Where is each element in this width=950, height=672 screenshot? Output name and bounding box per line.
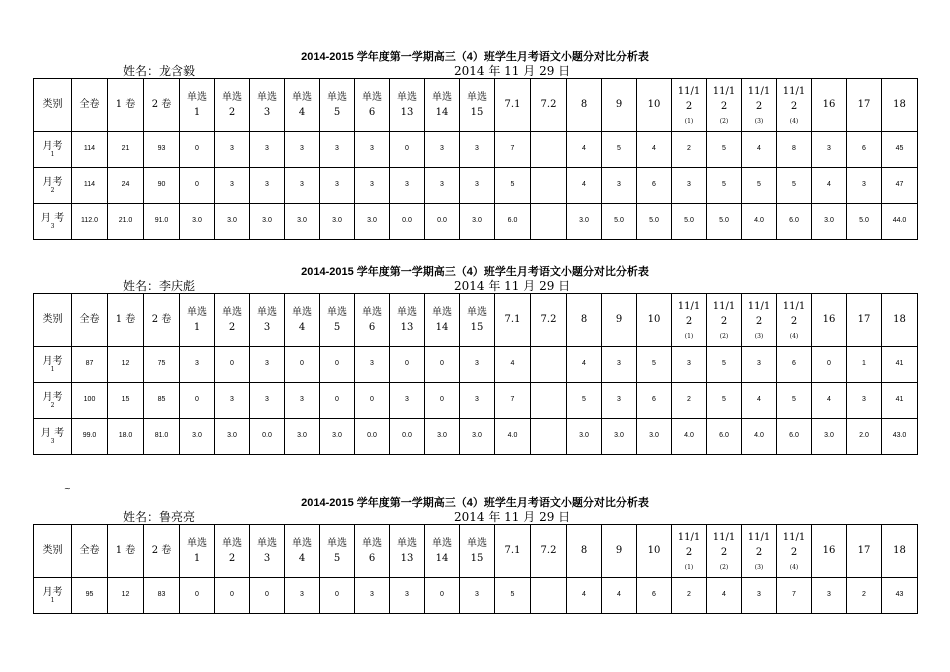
- score-cell: 6: [637, 168, 672, 204]
- row-label: 月考 1: [34, 347, 72, 383]
- score-cell: 6: [847, 132, 882, 168]
- score-cell: 3.0: [320, 204, 355, 240]
- score-cell: 4: [742, 383, 777, 419]
- column-header: 单选 6: [355, 294, 390, 347]
- score-cell: 3.0: [602, 419, 637, 455]
- column-header: 单选 14: [425, 79, 460, 132]
- column-header: 类别: [34, 294, 72, 347]
- score-cell: 6.0: [495, 204, 531, 240]
- score-cell: 3: [215, 132, 250, 168]
- score-cell: 4: [742, 132, 777, 168]
- score-cell: [531, 578, 567, 614]
- column-header: 单选 2: [215, 79, 250, 132]
- score-cell: 4.0: [495, 419, 531, 455]
- score-cell: 3.0: [285, 204, 320, 240]
- column-header: 1 卷: [108, 525, 144, 578]
- score-cell: 3: [425, 168, 460, 204]
- table-row: [34, 383, 918, 419]
- column-header: 11/1 2 (4): [777, 294, 812, 347]
- column-header: 17: [847, 294, 882, 347]
- score-cell: 114: [72, 168, 108, 204]
- column-header: 9: [602, 79, 637, 132]
- score-cell: 85: [144, 383, 180, 419]
- score-cell: 0: [320, 383, 355, 419]
- score-cell: 0: [320, 578, 355, 614]
- column-header: 11/1 2 (1): [672, 525, 707, 578]
- score-cell: 2.0: [847, 419, 882, 455]
- score-cell: 0: [250, 578, 285, 614]
- score-cell: 5.0: [602, 204, 637, 240]
- score-cell: 47: [882, 168, 918, 204]
- score-cell: 112.0: [72, 204, 108, 240]
- column-header: 1 卷: [108, 294, 144, 347]
- column-header: 1 卷: [108, 79, 144, 132]
- score-cell: 15: [108, 383, 144, 419]
- score-cell: 0: [180, 168, 215, 204]
- score-cell: 3: [672, 347, 707, 383]
- score-cell: 3: [742, 578, 777, 614]
- score-cell: 5: [602, 132, 637, 168]
- column-header: 11/1 2 (2): [707, 525, 742, 578]
- score-cell: [531, 419, 567, 455]
- score-cell: 7: [777, 578, 812, 614]
- table-row: [34, 132, 918, 168]
- score-cell: 100: [72, 383, 108, 419]
- column-header: 11/1 2 (2): [707, 294, 742, 347]
- score-cell: 90: [144, 168, 180, 204]
- column-header: 18: [882, 79, 918, 132]
- header-row: [34, 525, 918, 578]
- column-header: 17: [847, 525, 882, 578]
- score-cell: 3: [320, 168, 355, 204]
- column-header: 单选 5: [320, 525, 355, 578]
- score-cell: 3: [390, 168, 425, 204]
- column-header: 11/1 2 (1): [672, 79, 707, 132]
- column-header: 18: [882, 294, 918, 347]
- column-header: 单选 13: [390, 79, 425, 132]
- score-cell: 21.0: [108, 204, 144, 240]
- score-cell: [531, 204, 567, 240]
- score-cell: 0.0: [390, 419, 425, 455]
- column-header: 7.2: [531, 525, 567, 578]
- row-label: 月 考 3: [34, 204, 72, 240]
- score-cell: 3: [390, 578, 425, 614]
- column-header: 单选 2: [215, 294, 250, 347]
- score-table: [33, 293, 918, 455]
- score-cell: 5: [707, 347, 742, 383]
- score-cell: 3: [285, 578, 320, 614]
- column-header: 8: [567, 525, 602, 578]
- score-cell: 5.0: [637, 204, 672, 240]
- column-header: 11/1 2 (2): [707, 79, 742, 132]
- score-cell: 3.0: [320, 419, 355, 455]
- column-header: 单选 15: [460, 525, 495, 578]
- column-header: 单选 15: [460, 79, 495, 132]
- row-label: 月考 2: [34, 168, 72, 204]
- score-table: [33, 78, 918, 240]
- table-date: 2014 年 11 月 29 日: [454, 279, 571, 293]
- score-cell: 75: [144, 347, 180, 383]
- column-header: 8: [567, 294, 602, 347]
- score-cell: 4: [567, 347, 602, 383]
- score-cell: 3: [460, 168, 495, 204]
- score-cell: 3: [425, 132, 460, 168]
- score-cell: 3: [250, 168, 285, 204]
- table-date: 2014 年 11 月 29 日: [454, 510, 571, 524]
- score-cell: 5.0: [707, 204, 742, 240]
- column-header: 10: [637, 525, 672, 578]
- column-header: 7.1: [495, 294, 531, 347]
- column-header: 11/1 2 (3): [742, 79, 777, 132]
- score-cell: 2: [847, 578, 882, 614]
- score-cell: 3: [390, 383, 425, 419]
- row-label: 月 考 3: [34, 419, 72, 455]
- table-row: [34, 204, 918, 240]
- score-cell: 0: [425, 347, 460, 383]
- score-cell: 45: [882, 132, 918, 168]
- student-name: 姓名：龙含毅: [123, 64, 196, 78]
- column-header: 单选 6: [355, 525, 390, 578]
- score-cell: [531, 132, 567, 168]
- score-cell: 0.0: [250, 419, 285, 455]
- column-header: 2 卷: [144, 294, 180, 347]
- score-cell: 3.0: [637, 419, 672, 455]
- column-header: 单选 13: [390, 294, 425, 347]
- score-cell: 3.0: [460, 204, 495, 240]
- score-cell: 3: [180, 347, 215, 383]
- score-cell: 3: [847, 383, 882, 419]
- score-cell: 7: [495, 383, 531, 419]
- score-cell: 0: [285, 347, 320, 383]
- column-header: 9: [602, 294, 637, 347]
- score-cell: 2: [672, 383, 707, 419]
- score-cell: 6: [777, 347, 812, 383]
- header-row: [34, 294, 918, 347]
- score-cell: 4: [495, 347, 531, 383]
- score-cell: 3: [460, 132, 495, 168]
- score-cell: 3: [355, 578, 390, 614]
- student-name: 姓名：鲁亮亮: [123, 510, 196, 524]
- column-header: 7.1: [495, 79, 531, 132]
- score-cell: 1: [847, 347, 882, 383]
- score-cell: 2: [672, 132, 707, 168]
- score-cell: 4: [567, 168, 602, 204]
- score-cell: 4: [567, 578, 602, 614]
- score-cell: 3: [355, 347, 390, 383]
- score-cell: 114: [72, 132, 108, 168]
- score-cell: 24: [108, 168, 144, 204]
- score-cell: 3.0: [567, 419, 602, 455]
- score-cell: 0: [215, 347, 250, 383]
- column-header: 16: [812, 294, 847, 347]
- score-cell: 0: [390, 347, 425, 383]
- stray-mark: ~: [64, 484, 71, 493]
- score-cell: 0: [355, 383, 390, 419]
- score-cell: 12: [108, 347, 144, 383]
- score-cell: [531, 347, 567, 383]
- column-header: 单选 4: [285, 79, 320, 132]
- column-header: 18: [882, 525, 918, 578]
- score-cell: 5: [777, 383, 812, 419]
- column-header: 单选 15: [460, 294, 495, 347]
- score-cell: 3: [602, 383, 637, 419]
- score-cell: 0: [425, 383, 460, 419]
- score-cell: 4: [602, 578, 637, 614]
- score-cell: 3: [460, 347, 495, 383]
- score-cell: 0: [390, 132, 425, 168]
- column-header: 类别: [34, 525, 72, 578]
- column-header: 单选 3: [250, 525, 285, 578]
- score-cell: 0: [425, 578, 460, 614]
- table-title: 2014-2015 学年度第一学期高三（4）班学生月考语文小题分对比分析表: [301, 51, 649, 63]
- score-cell: 99.0: [72, 419, 108, 455]
- score-cell: 4: [707, 578, 742, 614]
- score-cell: 3.0: [250, 204, 285, 240]
- score-cell: 12: [108, 578, 144, 614]
- column-header: 7.1: [495, 525, 531, 578]
- column-header: 全卷: [72, 525, 108, 578]
- score-cell: 3.0: [285, 419, 320, 455]
- score-cell: 3: [355, 168, 390, 204]
- column-header: 单选 4: [285, 525, 320, 578]
- row-label: 月考 1: [34, 578, 72, 614]
- column-header: 单选 3: [250, 294, 285, 347]
- score-cell: [531, 383, 567, 419]
- score-cell: 3: [460, 578, 495, 614]
- score-cell: 95: [72, 578, 108, 614]
- score-cell: 5: [707, 132, 742, 168]
- table-row: [34, 578, 918, 614]
- column-header: 单选 1: [180, 294, 215, 347]
- column-header: 类别: [34, 79, 72, 132]
- student-name: 姓名：李庆彪: [123, 279, 196, 293]
- score-cell: 3.0: [180, 419, 215, 455]
- table-row: [34, 419, 918, 455]
- table-row: [34, 347, 918, 383]
- score-cell: 5: [495, 168, 531, 204]
- column-header: 16: [812, 79, 847, 132]
- score-cell: 3: [602, 347, 637, 383]
- score-cell: 3: [215, 383, 250, 419]
- score-cell: 3.0: [460, 419, 495, 455]
- score-cell: 8: [777, 132, 812, 168]
- score-cell: 43.0: [882, 419, 918, 455]
- column-header: 10: [637, 294, 672, 347]
- score-cell: 44.0: [882, 204, 918, 240]
- score-cell: 3: [742, 347, 777, 383]
- score-cell: 3.0: [812, 419, 847, 455]
- row-label: 月考 1: [34, 132, 72, 168]
- score-cell: 6: [637, 578, 672, 614]
- header-row: [34, 79, 918, 132]
- score-cell: 3: [812, 132, 847, 168]
- score-table: [33, 524, 918, 614]
- column-header: 11/1 2 (4): [777, 525, 812, 578]
- score-cell: 3: [250, 132, 285, 168]
- score-cell: 41: [882, 347, 918, 383]
- score-cell: 4.0: [742, 204, 777, 240]
- column-header: 7.2: [531, 294, 567, 347]
- table-row: [34, 168, 918, 204]
- score-cell: 5: [742, 168, 777, 204]
- column-header: 8: [567, 79, 602, 132]
- score-cell: 3: [250, 383, 285, 419]
- score-cell: 0: [812, 347, 847, 383]
- column-header: 单选 2: [215, 525, 250, 578]
- score-cell: 0.0: [390, 204, 425, 240]
- column-header: 11/1 2 (3): [742, 525, 777, 578]
- score-cell: 3: [460, 383, 495, 419]
- score-cell: 18.0: [108, 419, 144, 455]
- score-cell: 5: [707, 168, 742, 204]
- column-header: 16: [812, 525, 847, 578]
- score-cell: 91.0: [144, 204, 180, 240]
- score-cell: 3: [847, 168, 882, 204]
- column-header: 11/1 2 (4): [777, 79, 812, 132]
- score-cell: 3: [250, 347, 285, 383]
- column-header: 17: [847, 79, 882, 132]
- score-cell: 4: [812, 168, 847, 204]
- score-cell: 5.0: [847, 204, 882, 240]
- score-cell: 4.0: [672, 419, 707, 455]
- score-cell: 81.0: [144, 419, 180, 455]
- score-cell: 3: [285, 168, 320, 204]
- column-header: 10: [637, 79, 672, 132]
- score-cell: 5: [495, 578, 531, 614]
- score-cell: 3.0: [180, 204, 215, 240]
- column-header: 2 卷: [144, 525, 180, 578]
- column-header: 单选 14: [425, 294, 460, 347]
- score-cell: 7: [495, 132, 531, 168]
- column-header: 单选 3: [250, 79, 285, 132]
- score-cell: 3: [602, 168, 637, 204]
- score-cell: 4: [812, 383, 847, 419]
- column-header: 单选 1: [180, 79, 215, 132]
- column-header: 全卷: [72, 294, 108, 347]
- score-cell: 3: [215, 168, 250, 204]
- score-cell: [531, 168, 567, 204]
- column-header: 单选 6: [355, 79, 390, 132]
- score-cell: 0: [180, 383, 215, 419]
- score-cell: 6.0: [707, 419, 742, 455]
- score-cell: 3.0: [425, 419, 460, 455]
- score-cell: 3: [355, 132, 390, 168]
- score-cell: 43: [882, 578, 918, 614]
- score-cell: 0: [180, 578, 215, 614]
- table-title: 2014-2015 学年度第一学期高三（4）班学生月考语文小题分对比分析表: [301, 266, 649, 278]
- score-cell: 5: [777, 168, 812, 204]
- score-cell: 3.0: [215, 419, 250, 455]
- column-header: 全卷: [72, 79, 108, 132]
- score-cell: 93: [144, 132, 180, 168]
- score-cell: 6: [637, 383, 672, 419]
- score-cell: 6.0: [777, 419, 812, 455]
- score-cell: 3.0: [567, 204, 602, 240]
- column-header: 单选 5: [320, 79, 355, 132]
- score-cell: 21: [108, 132, 144, 168]
- column-header: 7.2: [531, 79, 567, 132]
- column-header: 单选 13: [390, 525, 425, 578]
- score-cell: 3: [320, 132, 355, 168]
- column-header: 11/1 2 (3): [742, 294, 777, 347]
- score-cell: 3: [812, 578, 847, 614]
- column-header: 单选 14: [425, 525, 460, 578]
- score-cell: 3: [285, 383, 320, 419]
- score-cell: 0: [180, 132, 215, 168]
- score-cell: 3.0: [355, 204, 390, 240]
- table-title: 2014-2015 学年度第一学期高三（4）班学生月考语文小题分对比分析表: [301, 497, 649, 509]
- score-cell: 3.0: [812, 204, 847, 240]
- score-cell: 4.0: [742, 419, 777, 455]
- score-cell: 0: [320, 347, 355, 383]
- score-cell: 5: [707, 383, 742, 419]
- column-header: 9: [602, 525, 637, 578]
- score-cell: 0: [215, 578, 250, 614]
- score-cell: 2: [672, 578, 707, 614]
- score-cell: 87: [72, 347, 108, 383]
- score-cell: 5: [637, 347, 672, 383]
- score-cell: 3: [672, 168, 707, 204]
- score-cell: 3: [285, 132, 320, 168]
- score-cell: 41: [882, 383, 918, 419]
- column-header: 2 卷: [144, 79, 180, 132]
- score-cell: 5.0: [672, 204, 707, 240]
- column-header: 单选 1: [180, 525, 215, 578]
- row-label: 月考 2: [34, 383, 72, 419]
- score-cell: 4: [637, 132, 672, 168]
- column-header: 单选 5: [320, 294, 355, 347]
- score-cell: 0.0: [425, 204, 460, 240]
- score-cell: 6.0: [777, 204, 812, 240]
- score-cell: 5: [567, 383, 602, 419]
- table-date: 2014 年 11 月 29 日: [454, 64, 571, 78]
- score-cell: 0.0: [355, 419, 390, 455]
- score-cell: 83: [144, 578, 180, 614]
- column-header: 11/1 2 (1): [672, 294, 707, 347]
- score-cell: 4: [567, 132, 602, 168]
- column-header: 单选 4: [285, 294, 320, 347]
- score-cell: 3.0: [215, 204, 250, 240]
